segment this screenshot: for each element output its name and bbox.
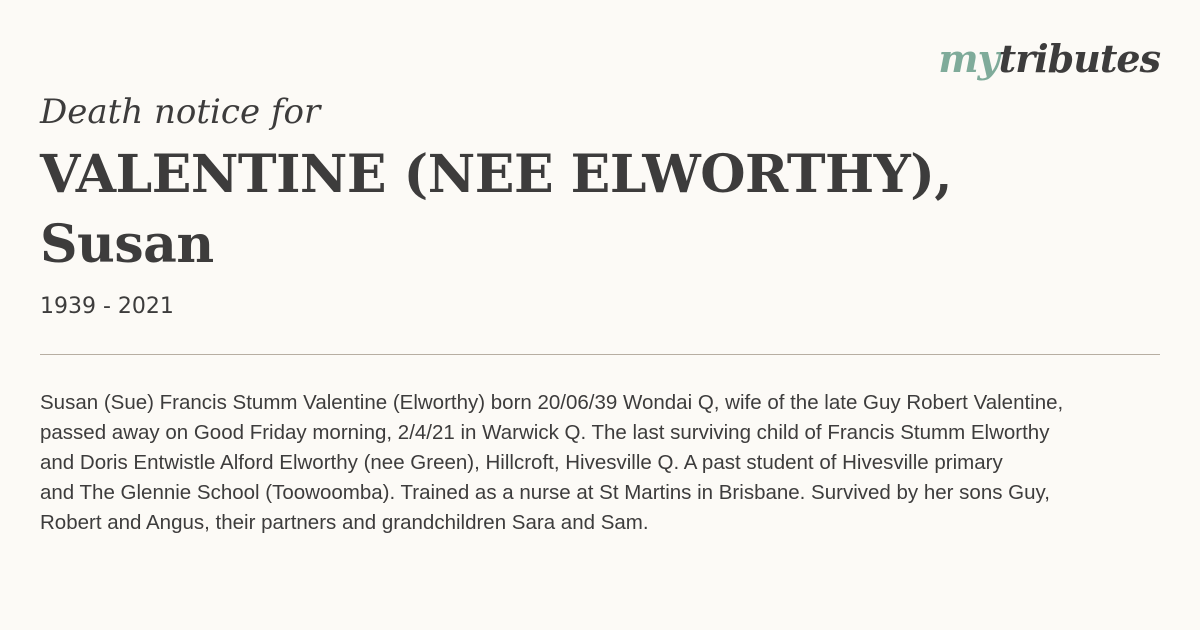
logo-tributes-text: tributes — [998, 36, 1160, 81]
deceased-name-line-1: VALENTINE (NEE ELWORTHY), — [40, 144, 952, 205]
notice-line: passed away on Good Friday morning, 2/4/21 in Warwick Q. The last surviving child of Francis Stumm Elworthy — [40, 421, 1050, 444]
logo-my-text: my — [938, 36, 999, 81]
section-divider — [40, 354, 1160, 355]
mytributes-logo[interactable] — [938, 34, 1160, 84]
notice-line: Susan (Sue) Francis Stumm Valentine (Elworthy) born 20/06/39 Wondai Q, wife of the late Guy Robert Valentine, — [40, 391, 1064, 414]
notice-body — [40, 388, 1175, 538]
deceased-name — [40, 140, 1040, 280]
notice-line: Robert and Angus, their partners and grandchildren Sara and Sam. — [40, 511, 649, 534]
notice-line: and Doris Entwistle Alford Elworthy (nee Green), Hillcroft, Hivesville Q. A past student of Hivesville primary — [40, 451, 1003, 474]
death-notice-kicker: Death notice for — [40, 92, 321, 132]
life-dates: 1939 - 2021 — [40, 294, 174, 319]
deceased-name-line-2: Susan — [40, 214, 214, 275]
notice-line: and The Glennie School (Toowoomba). Trained as a nurse at St Martins in Brisbane. Survived by her sons Guy, — [40, 481, 1050, 504]
